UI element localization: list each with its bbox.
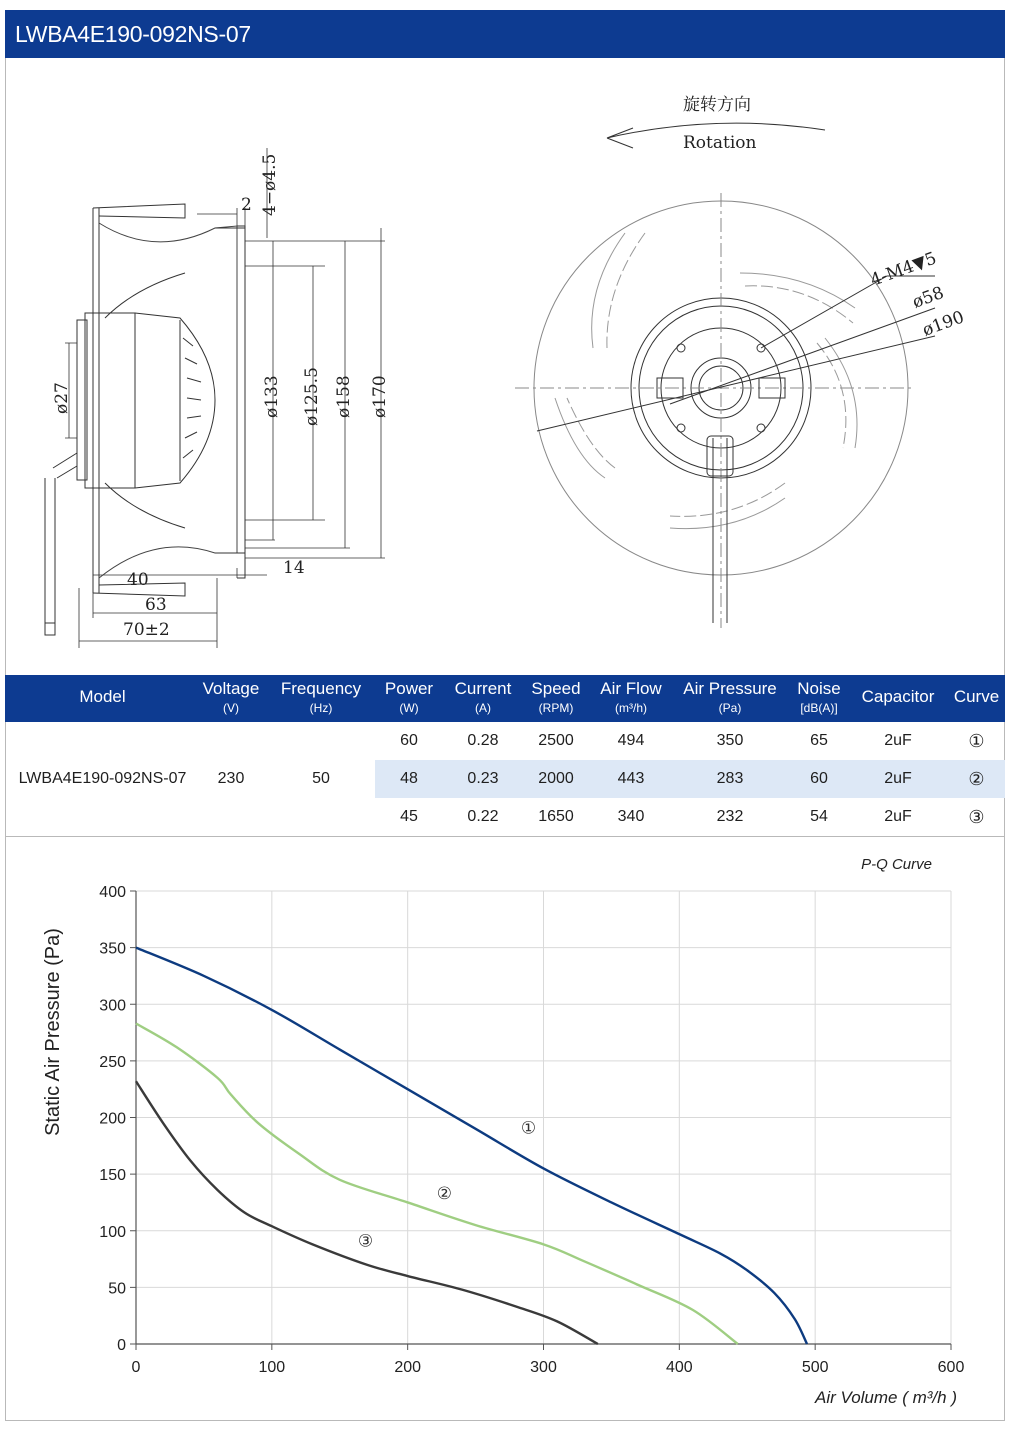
- cell-pressure: 283: [716, 770, 744, 787]
- dim-170: ø170: [370, 375, 390, 418]
- x-tick-label: 300: [530, 1359, 557, 1376]
- dim-63: 63: [145, 595, 167, 615]
- y-tick-label: 100: [99, 1223, 126, 1241]
- dim-m4: 4-M4▼5: [867, 248, 940, 291]
- x-tick-label: 600: [937, 1359, 965, 1376]
- cell-frequency: 50: [312, 770, 330, 787]
- cell-capacitor: 2uF: [884, 732, 912, 749]
- spec-table-header: [5, 675, 1005, 722]
- y-tick-label: 350: [99, 940, 126, 958]
- header-airflow: Air Flow (m³/h): [600, 679, 662, 715]
- cell-capacitor: 2uF: [884, 808, 912, 825]
- series-label-3: ③: [357, 1231, 374, 1251]
- cell-pressure: 350: [716, 732, 744, 749]
- y-tick-label: 50: [108, 1280, 126, 1298]
- rotation-label-cn: 旋转方向: [683, 95, 751, 115]
- dim-hole-spec: 4−ø4.5: [260, 153, 280, 216]
- cell-current: 0.22: [467, 808, 499, 825]
- cell-voltage: 230: [217, 770, 245, 787]
- series-line-1: [136, 948, 807, 1344]
- cell-power: 48: [400, 770, 418, 787]
- cell-curve: ①: [968, 731, 985, 751]
- cell-curve: ②: [968, 769, 985, 789]
- header-noise: Noise [dB(A)]: [797, 679, 841, 715]
- header-speed: Speed (RPM): [531, 679, 581, 715]
- table-row: [375, 760, 1005, 798]
- table-row: [5, 798, 1005, 836]
- dim-2: 2: [241, 195, 252, 215]
- table-row: [5, 722, 1005, 760]
- series-label-1: ①: [520, 1118, 537, 1138]
- cell-current: 0.23: [467, 770, 499, 787]
- dim-70: 70±2: [123, 620, 170, 640]
- y-tick-label: 200: [99, 1110, 126, 1128]
- cell-curve: ③: [968, 807, 985, 827]
- header-curve: Curve: [953, 687, 1000, 706]
- cell-airflow: 443: [617, 770, 645, 787]
- y-tick-label: 0: [117, 1337, 126, 1354]
- cell-current: 0.28: [467, 732, 499, 749]
- header-power: Power (W): [384, 679, 434, 715]
- dim-40: 40: [127, 570, 149, 590]
- rotation-label-en: Rotation: [683, 133, 757, 153]
- spec-table-body: [5, 722, 1005, 836]
- cell-speed: 2000: [538, 770, 574, 787]
- x-tick-label: 0: [131, 1359, 141, 1376]
- title-bar: [5, 10, 1005, 58]
- series-label-2: ②: [436, 1184, 452, 1204]
- header-air-pressure: Air Pressure (Pa): [683, 679, 777, 715]
- x-tick-label: 500: [801, 1359, 829, 1376]
- dim-133: ø133: [262, 375, 282, 418]
- chart-series: [136, 948, 807, 1344]
- dim-14: 14: [283, 558, 305, 578]
- page-title: LWBA4E190-092NS-07: [15, 21, 251, 47]
- header-capacitor: Capacitor: [861, 687, 935, 706]
- y-tick-label: 300: [99, 997, 126, 1015]
- y-tick-label: 400: [99, 884, 126, 901]
- dim-158: ø158: [334, 375, 354, 418]
- cell-noise: 54: [810, 808, 828, 825]
- pq-chart: [5, 837, 1005, 1421]
- header-frequency: Frequency (Hz): [280, 679, 362, 715]
- cell-noise: 60: [810, 770, 828, 787]
- front-view: [515, 95, 935, 628]
- header-voltage: Voltage (V): [202, 679, 260, 715]
- cell-airflow: 340: [617, 808, 645, 825]
- y-tick-label: 250: [99, 1053, 126, 1071]
- x-tick-label: 200: [394, 1359, 422, 1376]
- dim-190: ø190: [919, 307, 967, 341]
- technical-drawing: [5, 58, 1005, 675]
- y-axis-label: Static Air Pressure (Pa): [42, 928, 64, 1136]
- cell-speed: 1650: [538, 808, 574, 825]
- cell-speed: 2500: [538, 732, 574, 749]
- cell-capacitor: 2uF: [884, 770, 912, 787]
- header-model: Model: [79, 687, 126, 706]
- x-tick-label: 400: [665, 1359, 693, 1376]
- x-axis-label: Air Volume ( m³/h ): [814, 1388, 957, 1407]
- dim-27: ø27: [52, 382, 72, 414]
- cell-power: 45: [400, 808, 418, 825]
- dim-125: ø125.5: [302, 367, 322, 426]
- chart-grid: [136, 891, 951, 1344]
- x-tick-label: 100: [258, 1359, 286, 1376]
- cell-noise: 65: [810, 732, 828, 749]
- side-dimension-labels: [52, 154, 390, 640]
- cell-model: LWBA4E190-092NS-07: [18, 770, 187, 787]
- chart-title: P-Q Curve: [861, 856, 932, 873]
- y-tick-label: 150: [99, 1167, 126, 1185]
- cell-power: 60: [400, 732, 418, 749]
- cell-pressure: 232: [716, 808, 744, 825]
- dim-58: ø58: [909, 283, 947, 313]
- header-current: Current (A): [454, 679, 512, 715]
- cell-airflow: 494: [617, 732, 645, 749]
